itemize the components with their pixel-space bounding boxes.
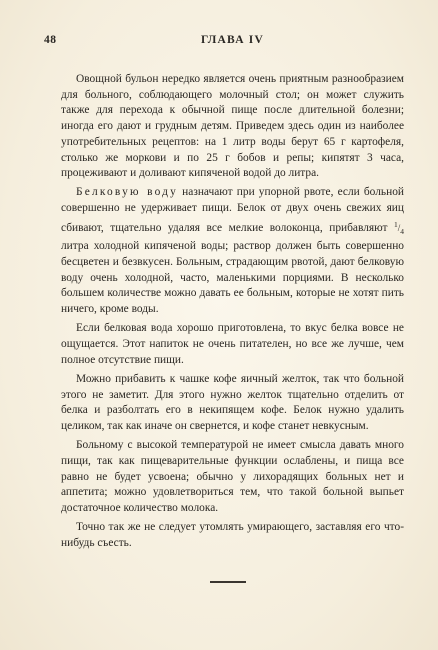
paragraph-vegetable-broth: Овощной бульон нередко является очень приятным разнообразием для больного, соблюдающего молочный стол; он может служить также для перехода к обычной пище после длительной болезни; иногда его дают и грудным детям. Приведем здесь один из наиболее употребительных рецептов: на 1 литр воды берут 65 г картофеля, столько же моркови и по 25 г бобов и репы; кипятят 3 часа, процеживают и доливают кипяченой водой до литра.: [61, 73, 404, 180]
running-head: [44, 34, 398, 50]
paragraph-coffee-yolk: Можно прибавить к чашке кофе яичный желток, так что больной этого не заметит. Для этого нужно желток тщательно отделить от белка и разболтать его в некипящем кофе. Белок нужно удалить целиком, так как иначе он свернется, и кофе станет невкусным.: [61, 372, 404, 433]
body-text: [61, 72, 404, 555]
paragraph-fever: Больному с высокой температурой не имеет смысла давать много пищи, так как пищеварительные функции ослаблены, и пища все равно не будет усвоена; обычно у лихорадящих больных нет и аппетита; можно удовлетвориться тем, что такой больной выпьет достаточное количество молока.: [61, 439, 404, 515]
paragraph-protein-water: [61, 185, 404, 317]
paragraph-protein-taste: Если белковая вода хорошо приготовлена, то вкус белка вовсе не ощущается. Этот напиток не очень питателен, но все же лучше, чем полное отсутствие пищи.: [61, 322, 404, 366]
fraction-denominator: 4: [400, 226, 404, 236]
page-number: 48: [44, 34, 57, 46]
chapter-title: ГЛАВА IV: [201, 34, 264, 46]
paragraph-protein-water-text-b: литра холодной кипяченой воды; раствор должен быть совершенно бесцветен и безвкусен. Больным, страдающим рвотой, дают белковую воду очень холодной, часто, маленькими порциями. В несколько большем количестве можно давать ее больным, которые не хотят пить ничего, кроме воды.: [61, 240, 404, 316]
fraction-quarter: $^1/_4$: [393, 219, 404, 236]
fraction-numerator: 1: [393, 219, 398, 229]
paragraph-protein-water-text-a: назначают при упорной рвоте, если больной совершенно не удерживает пищи. Белок от двух очень свежих яиц сбивают, тщательно удаляя все мелкие волоконца, прибавляют: [61, 186, 404, 234]
section-end-rule: [210, 581, 246, 583]
term-protein-water: Белковую воду: [76, 186, 179, 199]
paragraph-dying: Точно так же не следует утомлять умирающего, заставляя его что-нибудь съесть.: [61, 521, 404, 549]
